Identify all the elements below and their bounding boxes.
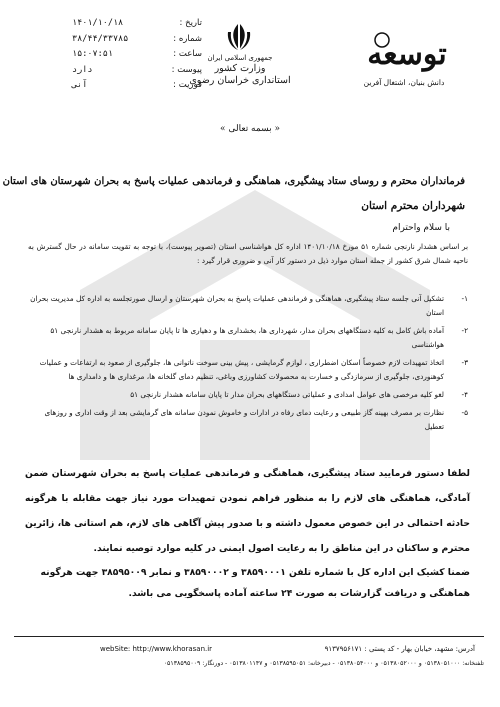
logo-caption: دانش بنیان، اشتغال آفرین	[363, 78, 445, 87]
directive-list	[28, 292, 468, 438]
list-item: ۳- اتخاذ تمهیدات لازم خصوصاً اسکان اضطراری ، لوازم گرمایشی ، پیش بینی سوخت ناتوانی ها، جلوگیری از صعود به ارتفاعات و عملیات کوهنوردی، جلوگیری از سرمازدگی و خسارت به محصولات کشاورزی وباغی، تنظیم دمای گلخانه ها، مرغداری ها و دامداری ها	[39, 358, 468, 381]
list-item: ۱- تشکیل آنی جلسه ستاد پیشگیری، هماهنگی و فرماندهی عملیات پاسخ به بحران شهرستان و ارسال صورتجلسه به اداره کل مدیریت بحران استان	[30, 294, 468, 317]
bismillah: « بسمه تعالی »	[220, 124, 280, 134]
list-item: ۵- نظارت بر مصرف بهینه گاز طبیعی و رعایت دمای رفاه در ادارات و خاموش نمودن سامانه های گرمایشی بعد از وقت اداری و روزهای تعطیل	[44, 408, 468, 431]
footer-website[interactable]: webSite: http://www.khorasan.ir	[100, 645, 213, 653]
logo-text: توسعه	[367, 37, 447, 72]
list-item: ۴- لغو کلیه مرخصی های عوامل امدادی و عملیاتی دستگاههای بحران مدار تا پایان سامانه هشدار نارنجی ۵۱	[130, 390, 468, 399]
body-intro: بر اساس هشدار نارنجی شماره ۵۱ مورخ ۱۴۰۱/۱۰/۱۸ اداره کل هواشناسی استان (تصویر پیوست)، با توجه به تقویت سامانه در حال گسترش به ناحیه شمال شرق کشور از جمله استان موارد ذیل در دستور کار آنی و ضروری قرار گیرد :	[28, 242, 469, 265]
meta-date: تاریخ : ۱۴۰۱/۱۰/۱۸	[72, 18, 202, 28]
salutation: با سلام واحترام	[392, 223, 450, 233]
footer-phones: تلفنخانه: ۰۵۱۳۸۰۵۱۰۰۰ و ۰۵۱۳۸۰۵۲۰۰۰ و ۰۵۱۳۸۰۵۴۰۰۰ - دبیرخانه: ۰۵۱۳۸۵۹۵۰۵۱ و ۰۵۱۳۸۰۱۱۴۷ - دورنگار: ۰۵۱۳۸۵۹۵۰۰۹	[163, 660, 484, 667]
footer-address: آدرس: مشهد، خیابان بهار - کد پستی : ۹۱۳۷۹۵۶۱۷۱	[324, 645, 475, 653]
gov-republic: جمهوری اسلامی ایران	[207, 54, 273, 62]
gov-governorate: استانداری خراسان رضوی	[189, 75, 291, 86]
development-logo	[352, 28, 462, 76]
meta-urgency: فوریت : آنی	[72, 80, 202, 90]
contact-paragraph: ضمنا کشیک این اداره کل با شماره تلفن ۳۸۵۹۰۰۰۱ و ۳۸۵۹۰۰۰۲ و نمابر ۳۸۵۹۵۰۰۹ جهت هرگونه هماهنگی و دریافت گزارشات به صورت ۲۴ ساعته آماده پاسخگویی می باشد.	[40, 567, 470, 599]
iran-emblem-icon	[222, 20, 256, 54]
recipients-line1: فرمانداران محترم و روسای ستاد پیشگیری، هماهنگی و فرماندهی عملیات پاسخ به بحران شهرستان های استان	[2, 176, 465, 187]
gov-ministry: وزارت کشور	[214, 63, 266, 74]
meta-time: ساعت : ۱۵:۰۷:۵۱	[72, 49, 202, 59]
government-heading	[176, 54, 304, 87]
meta-attachment: پیوست : دارد	[72, 64, 202, 75]
instruction-paragraph: لطفا دستور فرمایید ستاد پیشگیری، هماهنگی و فرماندهی عملیات پاسخ به بحران شهرستان ضمن آمادگی، هماهنگی های لازم را به منظور فراهم نمودن تمهیدات مورد نیاز جهت مقابله با هرگونه حادثه احتمالی در این خصوص معمول داشته و با صدور پیش آگاهی های لازم، هم استانی ها، زائرین محترم و ساکنان در این مناطق را به رعایت اصول ایمنی در کلیه موارد توصیه نمایند.	[25, 468, 470, 554]
list-item: ۲- آماده باش کامل به کلیه دستگاههای بحران مدار، شهرداری ها، بخشداری ها و دهیاری ها تا پایان سامانه مربوط به هشدار نارنجی ۵۱ هواشناسی	[50, 326, 468, 349]
meta-number: شماره : ۳۸/۴۴/۳۳۷۸۵	[72, 33, 202, 44]
footer-divider	[14, 636, 484, 637]
recipients-line2: شهرداران محترم استان	[361, 200, 465, 212]
